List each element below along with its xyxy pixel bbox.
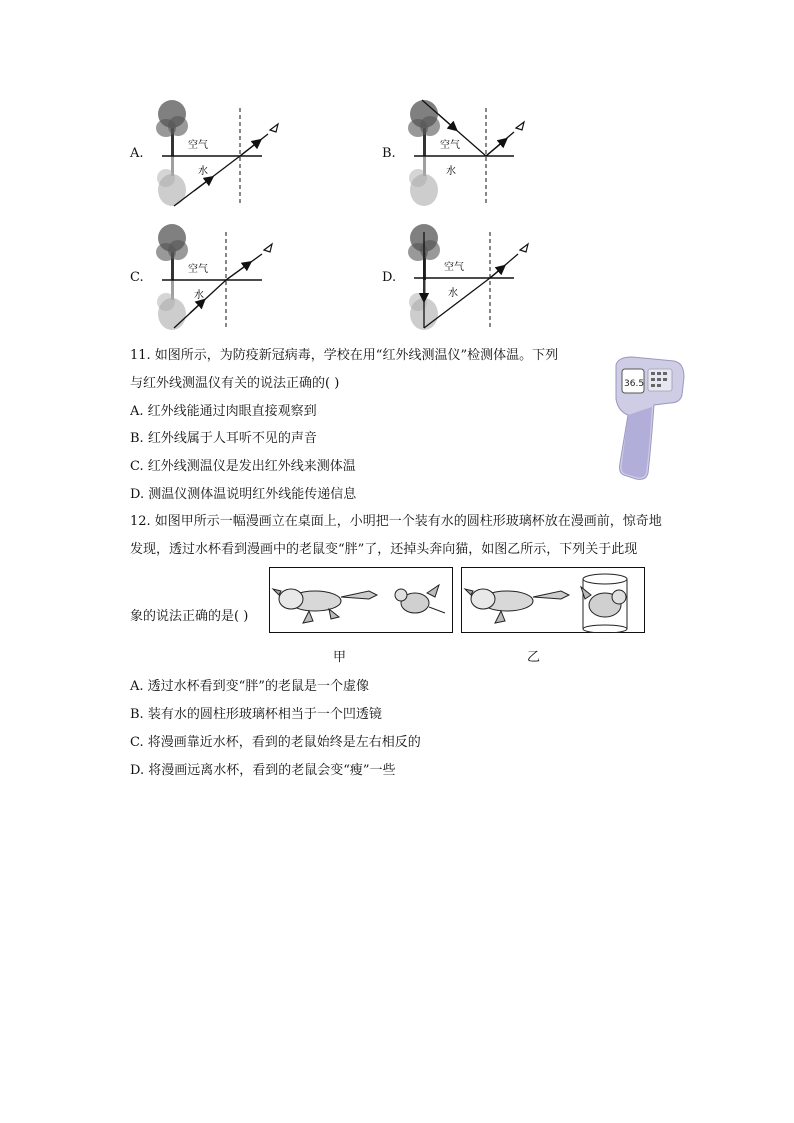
q12-option-b[interactable]: B. 装有水的圆柱形玻璃杯相当于一个凹透镜 [130, 707, 382, 722]
diagram-d [402, 222, 542, 334]
infrared-thermometer-image [608, 355, 688, 485]
diagram-b [402, 98, 542, 210]
diagram-c [150, 222, 290, 334]
option-b-letter: B. [382, 146, 396, 161]
q11-line2: 与红外线测温仪有关的说法正确的( ) [130, 376, 340, 391]
option-a-letter: A. [130, 146, 144, 161]
thermometer-reading: 36.5 [624, 379, 645, 389]
q12-line1: 12. 如图甲所示一幅漫画立在桌面上，小明把一个装有水的圆柱形玻璃杯放在漫画前，惊奇地 [130, 514, 662, 529]
q12-option-c[interactable]: C. 将漫画靠近水杯，看到的老鼠始终是左右相反的 [130, 735, 421, 750]
air-label: 空气 [188, 264, 208, 275]
q11-option-a[interactable]: A. 红外线能通过肉眼直接观察到 [130, 404, 317, 419]
option-d-letter: D. [382, 270, 397, 285]
figure-yi-cartoon [461, 567, 645, 633]
water-label: 水 [198, 166, 208, 177]
caption-yi: 乙 [527, 650, 541, 665]
q11-option-c[interactable]: C. 红外线测温仪是发出红外线来测体温 [130, 459, 356, 474]
eye-icon [270, 124, 278, 132]
eye-icon [264, 244, 272, 252]
tree-icon [408, 100, 440, 156]
tree-icon [156, 100, 188, 156]
water-label: 水 [448, 288, 458, 299]
diagram-a [150, 98, 290, 210]
q12-option-a[interactable]: A. 透过水杯看到变“胖”的老鼠是一个虚像 [130, 679, 369, 694]
air-label: 空气 [188, 140, 208, 151]
eye-icon [516, 122, 524, 130]
option-c-letter: C. [130, 270, 144, 285]
caption-jia: 甲 [333, 650, 347, 665]
tree-icon [156, 224, 188, 280]
q12-line2: 发现，透过水杯看到漫画中的老鼠变“胖”了，还掉头奔向猫，如图乙所示，下列关于此现 [130, 542, 638, 557]
q11-line1: 11. 如图所示，为防疫新冠病毒，学校在用“红外线测温仪”检测体温。下列 [130, 348, 559, 363]
water-label: 水 [194, 290, 204, 301]
q11-option-b[interactable]: B. 红外线属于人耳听不见的声音 [130, 431, 317, 446]
q12-option-d[interactable]: D. 将漫画远离水杯，看到的老鼠会变“瘦”一些 [130, 763, 396, 778]
tree-reflection-icon [409, 156, 438, 206]
air-label: 空气 [444, 262, 464, 273]
tree-reflection-icon [157, 280, 186, 330]
q12-line3: 象的说法正确的是( ) [130, 609, 249, 624]
eye-icon [520, 244, 528, 252]
q11-option-d[interactable]: D. 测温仪测体温说明红外线能传递信息 [130, 487, 357, 502]
tree-reflection-icon [157, 156, 186, 206]
figure-jia-cartoon [269, 567, 453, 633]
water-label: 水 [446, 166, 456, 177]
air-label: 空气 [440, 140, 460, 151]
